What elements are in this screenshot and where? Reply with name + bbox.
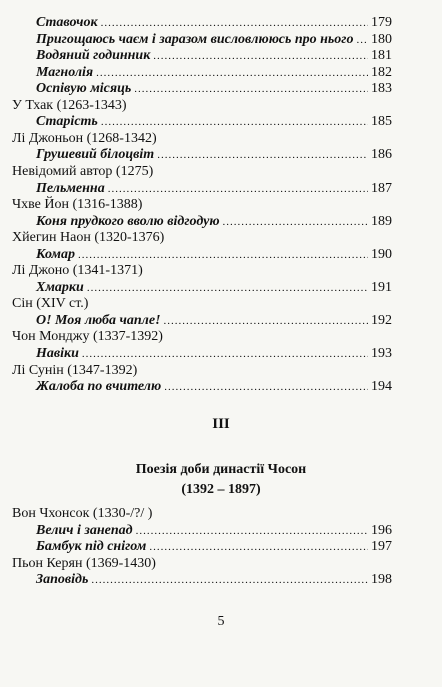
page-number: 5 [217, 614, 225, 629]
author-name: Пьон Керян (1369-1430) [12, 555, 156, 571]
author-name: Чон Монджу (1337-1392) [12, 329, 163, 345]
poem-title: Ставочок [36, 15, 98, 30]
page-ref: 197 [371, 539, 392, 555]
author-name: Лі Джоно (1341-1371) [12, 263, 143, 279]
poem-title: Жалоба по вчителю [36, 379, 162, 395]
poem-title: Оспівую місяць [36, 81, 132, 97]
author-name: Хйегин Наон (1320-1376) [12, 230, 165, 246]
poem-title: Коня прудкого вволю відгодую [36, 213, 220, 229]
page-ref: 193 [371, 346, 392, 361]
poem-title: Комар [36, 246, 76, 262]
poem-title: Грушевий білоцвіт [36, 147, 155, 163]
author-name: Вон Чхонсок (1330-/?/ ) [12, 506, 153, 521]
author-name: Лі Джоньон (1268-1342) [12, 130, 157, 146]
poem-title: Велич і занепад [36, 522, 133, 538]
author-name: Невідомий автор (1275) [12, 163, 154, 179]
poem-title: Пригощаюсь чаєм і заразом висловлююсь про нього [36, 31, 354, 47]
section-title: Поезія доби династії Чосон [135, 462, 307, 477]
page-ref: 196 [371, 522, 392, 538]
dot-leader [91, 569, 368, 591]
toc-entry-poem [0, 569, 442, 591]
poem-title: Пельменна [36, 180, 105, 196]
page-ref: 194 [371, 379, 392, 395]
poem-title: О! Моя люба чапле! [36, 312, 161, 328]
page-ref: 198 [371, 572, 392, 588]
author-name: У Тхак (1263-1343) [12, 97, 127, 113]
page-ref: 185 [371, 114, 392, 130]
page-ref: 192 [371, 312, 392, 328]
poem-title: Хмарки [36, 279, 84, 295]
page-ref: 186 [371, 147, 392, 163]
page-ref: 182 [371, 64, 392, 80]
section-period: (1392 – 1897) [181, 482, 261, 497]
page-ref: 180 [371, 31, 392, 47]
author-name: Сін (XIV ст.) [12, 296, 89, 312]
page-ref: 191 [371, 279, 392, 295]
poem-title: Магнолія [36, 64, 94, 80]
dot-leader [164, 376, 368, 398]
page-ref: 181 [371, 48, 392, 64]
poem-title: Водяний годинник [36, 48, 151, 64]
section-number: III [212, 416, 230, 432]
page-ref: 189 [371, 213, 392, 229]
page-ref: 190 [371, 246, 392, 262]
page-ref: 183 [371, 81, 392, 97]
poem-title: Заповідь [36, 572, 89, 588]
poem-title: Старість [36, 114, 98, 130]
toc-entry-poem [0, 376, 442, 398]
poem-title: Бамбук під снігом [36, 539, 147, 555]
author-name: Лі Сунін (1347-1392) [12, 362, 138, 378]
poem-title: Навіки [36, 346, 79, 361]
page-ref: 179 [371, 15, 392, 30]
author-name: Чхве Йон (1316-1388) [12, 197, 143, 213]
page-ref: 187 [371, 180, 392, 196]
